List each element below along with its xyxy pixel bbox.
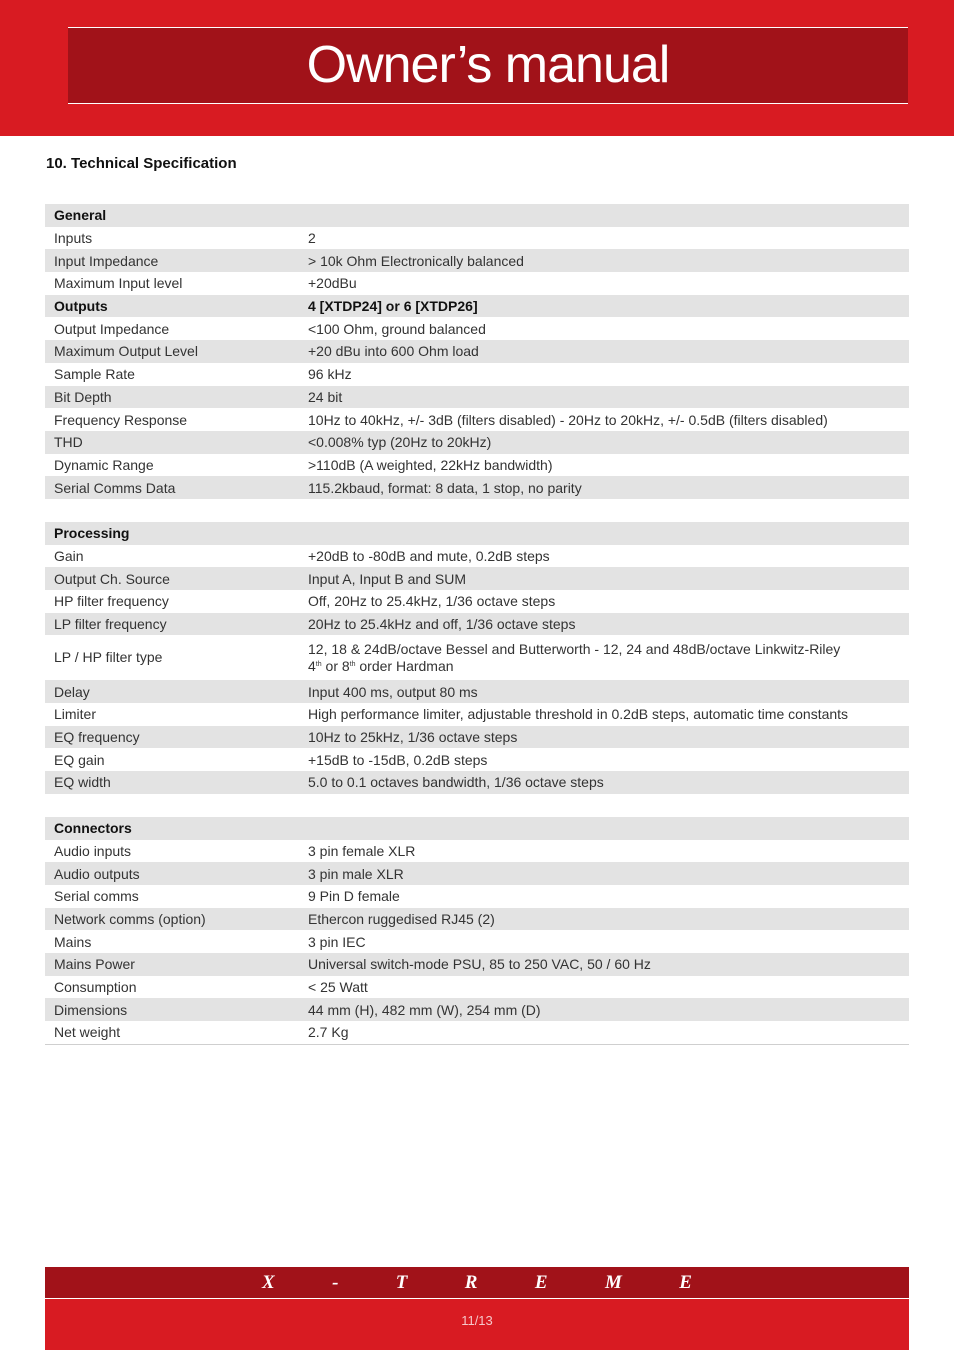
table-row bbox=[45, 386, 909, 409]
table-row bbox=[45, 635, 909, 680]
brand-logo bbox=[262, 1272, 692, 1294]
section-heading: Connectors bbox=[54, 820, 132, 837]
spec-label: Audio outputs bbox=[54, 865, 140, 882]
spec-value: +20 dBu into 600 Ohm load bbox=[308, 343, 479, 360]
spec-value: 115.2kbaud, format: 8 data, 1 stop, no parity bbox=[308, 479, 582, 496]
superscript: th bbox=[349, 660, 356, 668]
spec-label: Mains bbox=[54, 933, 92, 950]
table-row bbox=[45, 317, 909, 340]
spec-value: +15dB to -15dB, 0.2dB steps bbox=[308, 751, 488, 768]
table-row bbox=[45, 476, 909, 499]
table-row bbox=[45, 295, 909, 318]
table-row bbox=[45, 590, 909, 613]
spec-label: Maximum Output Level bbox=[54, 343, 198, 360]
section-heading: Processing bbox=[54, 525, 130, 542]
table-row bbox=[45, 204, 909, 227]
table-row bbox=[45, 726, 909, 749]
table-row bbox=[45, 227, 909, 250]
table-row bbox=[45, 1021, 909, 1045]
filter-type-end: order Hardman bbox=[355, 657, 454, 674]
table-row bbox=[45, 454, 909, 477]
spec-label: Frequency Response bbox=[54, 411, 188, 428]
spec-label: Output Impedance bbox=[54, 320, 170, 337]
spec-value: Universal switch-mode PSU, 85 to 250 VAC, 50 / 60 Hz bbox=[308, 956, 651, 973]
spec-label: Dimensions bbox=[54, 1001, 128, 1018]
spec-value: <0.008% typ (20Hz to 20kHz) bbox=[308, 434, 492, 451]
spec-label: LP filter frequency bbox=[54, 616, 167, 633]
filter-type-or: or 8 bbox=[321, 657, 350, 674]
table-row bbox=[45, 771, 909, 794]
spec-value: 3 pin female XLR bbox=[308, 842, 416, 859]
table-row bbox=[45, 998, 909, 1021]
table-row bbox=[45, 908, 909, 931]
brand-letter: T bbox=[395, 1271, 408, 1293]
table-row bbox=[45, 363, 909, 386]
general-section bbox=[45, 204, 909, 499]
spec-value: High performance limiter, adjustable threshold in 0.2dB steps, automatic time constants bbox=[308, 706, 849, 723]
spec-label: Audio inputs bbox=[54, 842, 132, 859]
table-row bbox=[45, 613, 909, 636]
table-row bbox=[45, 976, 909, 999]
filter-type-line1: 12, 18 & 24dB/octave Bessel and Butterworth - 12, 24 and 48dB/octave Linkwitz-Riley bbox=[308, 640, 841, 657]
spec-label: Serial comms bbox=[54, 888, 139, 905]
spec-value: Off, 20Hz to 25.4kHz, 1/36 octave steps bbox=[308, 593, 556, 610]
spec-value: 4 [XTDP24] or 6 [XTDP26] bbox=[308, 298, 478, 315]
header-band bbox=[68, 27, 908, 104]
table-row bbox=[45, 272, 909, 295]
spec-value bbox=[308, 641, 909, 675]
page-header bbox=[0, 0, 954, 136]
table-row bbox=[45, 249, 909, 272]
table-row bbox=[45, 953, 909, 976]
spec-label: EQ frequency bbox=[54, 729, 140, 746]
spec-label: Serial Comms Data bbox=[54, 479, 176, 496]
spec-value: 96 kHz bbox=[308, 366, 352, 383]
table-row bbox=[45, 567, 909, 590]
spec-value: 44 mm (H), 482 mm (W), 254 mm (D) bbox=[308, 1001, 541, 1018]
table-row bbox=[45, 703, 909, 726]
brand-letter: E bbox=[534, 1271, 548, 1293]
spec-label: Bit Depth bbox=[54, 388, 112, 405]
spec-label: Gain bbox=[54, 547, 84, 564]
spec-label: LP / HP filter type bbox=[54, 649, 163, 666]
filter-type-4: 4 bbox=[308, 657, 316, 674]
spec-label: Mains Power bbox=[54, 956, 135, 973]
brand-letter: R bbox=[464, 1271, 478, 1293]
brand-letter: - bbox=[332, 1271, 339, 1293]
spec-label: HP filter frequency bbox=[54, 593, 169, 610]
table-row bbox=[45, 408, 909, 431]
spec-label: EQ width bbox=[54, 774, 111, 791]
spec-value: 5.0 to 0.1 octaves bandwidth, 1/36 octave steps bbox=[308, 774, 604, 791]
spec-value: 20Hz to 25.4kHz and off, 1/36 octave steps bbox=[308, 616, 576, 633]
brand-letter: X bbox=[262, 1271, 275, 1293]
spec-value: +20dBu bbox=[308, 275, 357, 292]
table-row bbox=[45, 840, 909, 863]
spec-label: Maximum Input level bbox=[54, 275, 183, 292]
spec-label: Delay bbox=[54, 683, 90, 700]
footer-brand-bar bbox=[45, 1267, 909, 1299]
spec-label: Dynamic Range bbox=[54, 456, 154, 473]
spec-value: 3 pin male XLR bbox=[308, 865, 404, 882]
spec-value: 10Hz to 40kHz, +/- 3dB (filters disabled) - 20Hz to 20kHz, +/- 0.5dB (filters disabled) bbox=[308, 411, 828, 428]
spec-label: Input Impedance bbox=[54, 252, 159, 269]
connectors-section bbox=[45, 817, 909, 1045]
table-row bbox=[45, 817, 909, 840]
spec-value: Input A, Input B and SUM bbox=[308, 570, 466, 587]
spec-value: Ethercon ruggedised RJ45 (2) bbox=[308, 910, 495, 927]
spec-value: < 25 Watt bbox=[308, 978, 368, 995]
spec-value: 2 bbox=[308, 230, 316, 247]
table-row bbox=[45, 680, 909, 703]
spec-label: Sample Rate bbox=[54, 366, 135, 383]
page-number: 11/13 bbox=[45, 1299, 909, 1350]
section-title: 10. Technical Specification bbox=[46, 155, 237, 172]
spec-label: Consumption bbox=[54, 978, 137, 995]
page-title: Owner’s manual bbox=[306, 36, 670, 94]
table-row bbox=[45, 545, 909, 568]
spec-value: +20dB to -80dB and mute, 0.2dB steps bbox=[308, 547, 550, 564]
spec-label: EQ gain bbox=[54, 751, 105, 768]
spec-label: Output Ch. Source bbox=[54, 570, 170, 587]
table-row bbox=[45, 748, 909, 771]
spec-label: Network comms (option) bbox=[54, 910, 206, 927]
spec-label: Limiter bbox=[54, 706, 97, 723]
spec-value: 2.7 Kg bbox=[308, 1024, 349, 1041]
table-row bbox=[45, 431, 909, 454]
section-heading: General bbox=[54, 207, 107, 224]
table-row bbox=[45, 862, 909, 885]
table-row bbox=[45, 885, 909, 908]
spec-label: Net weight bbox=[54, 1024, 121, 1041]
spec-value: 10Hz to 25kHz, 1/36 octave steps bbox=[308, 729, 518, 746]
superscript: th bbox=[315, 660, 322, 668]
spec-label: THD bbox=[54, 434, 83, 451]
spec-value: 3 pin IEC bbox=[308, 933, 366, 950]
spec-value: > 10k Ohm Electronically balanced bbox=[308, 252, 524, 269]
spec-value: >110dB (A weighted, 22kHz bandwidth) bbox=[308, 456, 553, 473]
spec-value: 24 bit bbox=[308, 388, 343, 405]
table-row bbox=[45, 930, 909, 953]
spec-value: 9 Pin D female bbox=[308, 888, 400, 905]
spec-label: Outputs bbox=[54, 298, 108, 315]
brand-letter: E bbox=[679, 1271, 692, 1293]
spec-table bbox=[45, 204, 909, 1068]
processing-section bbox=[45, 522, 909, 794]
spec-value: Input 400 ms, output 80 ms bbox=[308, 683, 478, 700]
table-row bbox=[45, 522, 909, 545]
table-row bbox=[45, 340, 909, 363]
spec-label: Inputs bbox=[54, 230, 93, 247]
brand-letter: M bbox=[604, 1271, 622, 1293]
spec-value: <100 Ohm, ground balanced bbox=[308, 320, 486, 337]
